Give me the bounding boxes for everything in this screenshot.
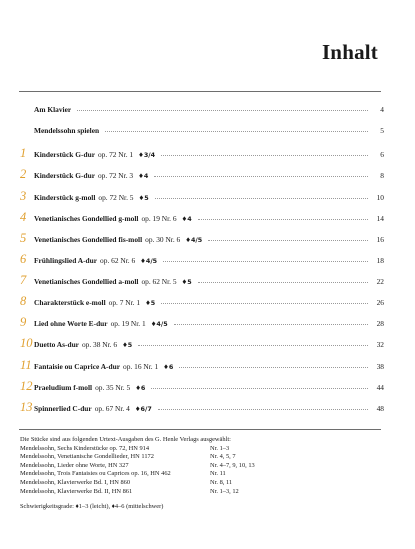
toc-page-number: 22	[376, 277, 384, 286]
toc-opus: op. 67 Nr. 4	[94, 403, 130, 413]
difficulty-level: ♦4/5	[140, 256, 158, 265]
toc-entry[interactable]	[20, 232, 384, 253]
dot-leader	[198, 282, 368, 283]
difficulty-level: ♦5	[181, 278, 192, 286]
toc-number: 13	[20, 399, 33, 414]
sources-list	[20, 445, 382, 497]
difficulty-level: ♦4/5	[185, 235, 203, 244]
toc-title: Am Klavier	[34, 105, 72, 114]
dot-leader	[138, 345, 368, 346]
toc-number: 8	[20, 294, 27, 309]
toc-page-number: 44	[376, 382, 384, 392]
toc-page-number: 16	[376, 234, 384, 244]
difficulty-level: ♦6/7	[134, 404, 152, 413]
toc-opus: op. 72 Nr. 1	[97, 150, 134, 160]
source-row	[20, 462, 382, 471]
toc-page-number: 26	[376, 298, 384, 308]
toc-title: Venetianisches Gondellied g-moll	[34, 213, 139, 223]
toc-opus: op. 38 Nr. 6	[81, 340, 118, 350]
dot-leader	[151, 388, 368, 389]
toc-page-number: 5	[380, 126, 384, 136]
toc-number: 1	[20, 146, 27, 161]
toc-entry[interactable]	[20, 401, 384, 422]
toc-opus: op. 19 Nr. 6	[141, 213, 177, 223]
toc-opus: op. 16 Nr. 1	[123, 361, 159, 371]
toc-number: 6	[20, 251, 27, 266]
source-title: Mendelssohn, Klavierwerke Bd. II, HN 861	[20, 487, 133, 495]
difficulty-legend: Schwierigkeitsgrade: ♦1–3 (leicht), ♦4–6 (mittelschwer)	[20, 503, 164, 511]
toc-entry[interactable]	[20, 380, 384, 401]
toc-entry[interactable]	[20, 105, 384, 126]
toc-title: Frühlingslied A-dur	[34, 255, 98, 265]
difficulty-level: ♦5	[122, 341, 133, 350]
dot-leader	[198, 219, 368, 220]
source-numbers: Nr. 4–7, 9, 10, 13	[210, 461, 255, 469]
toc-number: 3	[20, 188, 27, 203]
difficulty-level: ♦5	[145, 299, 156, 308]
difficulty-level: ♦6	[163, 362, 174, 371]
toc-opus: op. 19 Nr. 1	[110, 319, 146, 329]
toc-page-number: 18	[376, 255, 384, 265]
source-numbers: Nr. 1–3	[210, 444, 230, 452]
toc-title: Lied ohne Worte E-dur	[34, 319, 108, 329]
source-numbers: Nr. 8, 11	[210, 478, 233, 486]
dot-leader	[105, 131, 368, 132]
sources-intro: Die Stücke sind aus folgenden Urtext-Ausgaben des G. Henle Verlags ausgewählt:	[20, 436, 231, 443]
toc-title: Kinderstück G-dur	[34, 171, 95, 181]
difficulty-level: ♦3/4	[138, 151, 156, 160]
dot-leader	[179, 367, 368, 368]
toc-entry[interactable]	[20, 337, 384, 358]
toc-entry[interactable]	[20, 211, 384, 232]
source-numbers: Nr. 1–3, 12	[210, 487, 239, 495]
source-row	[20, 488, 382, 497]
toc-page-number: 32	[376, 340, 384, 350]
toc-page-number: 4	[380, 105, 384, 114]
difficulty-level: ♦4	[181, 214, 192, 223]
toc-title: Kinderstück g-moll	[34, 192, 96, 202]
source-row	[20, 453, 382, 462]
difficulty-level: ♦6	[135, 383, 146, 392]
dot-leader	[155, 198, 368, 199]
toc-page-number: 10	[376, 192, 384, 202]
toc-entry[interactable]	[20, 147, 384, 168]
source-title: Mendelssohn, Lieder ohne Worte, HN 327	[20, 461, 129, 469]
toc-title: Praeludium f-moll	[34, 382, 93, 392]
dot-leader	[161, 155, 368, 156]
toc-opus: op. 30 Nr. 6	[145, 234, 181, 244]
toc-entry[interactable]	[20, 126, 384, 147]
toc-number: 7	[20, 273, 27, 287]
toc-title: Duetto As-dur	[34, 340, 79, 350]
source-numbers: Nr. 4, 5, 7	[210, 453, 236, 461]
toc-entry[interactable]	[20, 190, 384, 211]
toc-title: Charakterstück e-moll	[34, 298, 106, 308]
source-title: Mendelssohn, Trois Fantaisies ou Caprices op. 16, HN 462	[20, 470, 171, 478]
source-row	[20, 470, 382, 479]
toc-title: Mendelssohn spielen	[34, 126, 100, 136]
toc-opus: op. 7 Nr. 1	[108, 298, 141, 308]
dot-leader	[208, 240, 368, 241]
difficulty-level: ♦4/5	[150, 320, 168, 329]
toc-number: 4	[20, 209, 27, 224]
dot-leader	[163, 261, 368, 262]
toc-opus: op. 72 Nr. 3	[97, 171, 134, 181]
toc-opus: op. 72 Nr. 5	[98, 192, 134, 202]
toc-page-number: 8	[380, 171, 384, 181]
toc-number: 9	[20, 315, 27, 330]
toc-title: Spinnerlied C-dur	[34, 403, 92, 413]
dot-leader	[154, 176, 368, 177]
toc-number: 5	[20, 230, 27, 245]
toc-page-number: 28	[376, 319, 384, 329]
toc-entry[interactable]	[20, 168, 384, 189]
divider	[19, 429, 381, 430]
toc-entry[interactable]	[20, 253, 384, 274]
table-of-contents	[20, 105, 384, 422]
toc-page-number: 38	[376, 361, 384, 371]
divider	[19, 91, 381, 92]
toc-opus: op. 62 Nr. 6	[100, 255, 136, 265]
toc-number: 2	[20, 167, 27, 182]
toc-page-number: 48	[376, 403, 384, 413]
sources-section	[20, 436, 382, 512]
toc-entry[interactable]	[20, 274, 384, 295]
toc-title: Venetianisches Gondellied fis-moll	[34, 234, 143, 244]
difficulty-level: ♦5	[138, 193, 149, 202]
toc-number: 10	[20, 336, 33, 351]
source-title: Mendelssohn, Klavierwerke Bd. I, HN 860	[20, 478, 131, 486]
toc-page-number: 14	[376, 213, 384, 223]
toc-opus: op. 62 Nr. 5	[141, 277, 177, 286]
difficulty-level: ♦4	[138, 172, 149, 181]
toc-entry[interactable]	[20, 316, 384, 337]
toc-entry[interactable]	[20, 295, 384, 316]
source-title: Mendelssohn, Sechs Kinderstücke op. 72, HN 914	[20, 444, 150, 452]
toc-entry[interactable]	[20, 359, 384, 380]
dot-leader	[158, 409, 368, 410]
toc-title: Fantaisie ou Caprice A-dur	[34, 361, 121, 371]
dot-leader	[161, 303, 368, 304]
toc-page-number: 6	[380, 150, 384, 160]
dot-leader	[174, 324, 368, 325]
source-row	[20, 445, 382, 454]
page-title: Inhalt	[321, 40, 378, 64]
source-row	[20, 479, 382, 488]
source-title: Mendelssohn, Venetianische Gondellieder, HN 1172	[20, 453, 154, 461]
toc-number: 11	[20, 357, 32, 372]
toc-title: Venetianisches Gondellied a-moll	[34, 277, 139, 286]
source-numbers: Nr. 11	[210, 470, 226, 478]
dot-leader	[77, 110, 368, 111]
toc-number: 12	[20, 378, 33, 393]
toc-title: Kinderstück G-dur	[34, 150, 95, 160]
toc-opus: op. 35 Nr. 5	[95, 382, 131, 392]
